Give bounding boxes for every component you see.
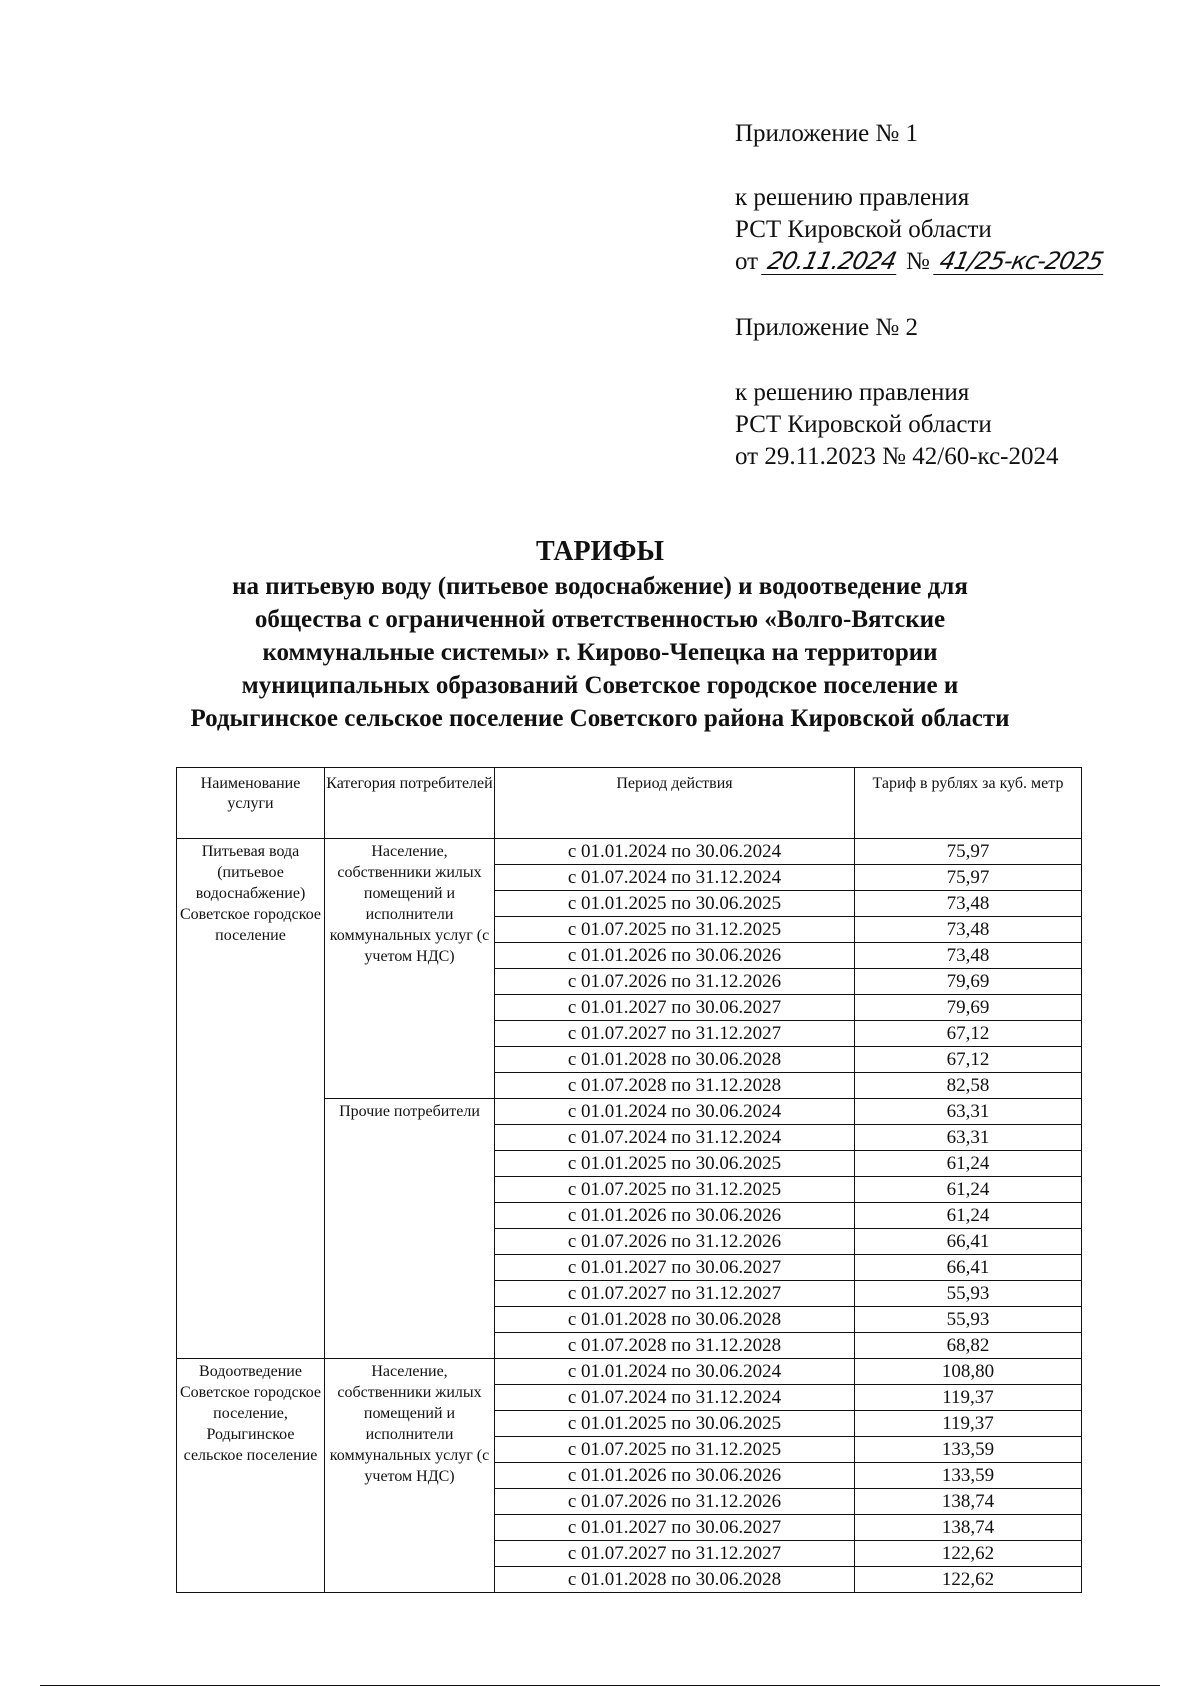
period-cell: с 01.07.2027 по 31.12.2027	[495, 1281, 855, 1307]
appendix1-ref-line1: к решению правления	[735, 184, 970, 211]
tariff-value-cell: 68,82	[855, 1333, 1082, 1359]
tariff-value-cell: 79,69	[855, 995, 1082, 1021]
tariff-value-cell: 61,24	[855, 1203, 1082, 1229]
period-cell: с 01.07.2025 по 31.12.2025	[495, 1177, 855, 1203]
header-period: Период действия	[495, 768, 855, 839]
period-cell: с 01.01.2025 по 30.06.2025	[495, 891, 855, 917]
service-name-cell: Питьевая вода (питьевое водоснабжение) Советское городское поселение	[177, 839, 325, 1359]
tariff-value-cell: 73,48	[855, 917, 1082, 943]
tariff-value-cell: 61,24	[855, 1177, 1082, 1203]
period-cell: с 01.07.2024 по 31.12.2024	[495, 1125, 855, 1151]
heading-line4: муниципальных образований Советское городское поселение и	[241, 672, 959, 699]
tariff-value-cell: 133,59	[855, 1463, 1082, 1489]
period-cell: с 01.07.2027 по 31.12.2027	[495, 1541, 855, 1567]
heading-line5: Родыгинское сельское поселение Советского района Кировской области	[190, 705, 1010, 732]
document-heading	[150, 535, 1050, 735]
period-cell: с 01.07.2024 по 31.12.2024	[495, 865, 855, 891]
period-cell: с 01.07.2028 по 31.12.2028	[495, 1333, 855, 1359]
tariff-value-cell: 63,31	[855, 1125, 1082, 1151]
period-cell: с 01.07.2024 по 31.12.2024	[495, 1385, 855, 1411]
tariff-value-cell: 67,12	[855, 1047, 1082, 1073]
tariff-value-cell: 119,37	[855, 1411, 1082, 1437]
category-cell: Население, собственники жилых помещений и исполнители коммунальных услуг (с учетом НДС)	[325, 1359, 495, 1593]
period-cell: с 01.07.2028 по 31.12.2028	[495, 1073, 855, 1099]
table-header-row	[177, 768, 1082, 839]
tariff-value-cell: 61,24	[855, 1151, 1082, 1177]
appendix2-reference	[735, 377, 1059, 473]
table-row	[177, 1359, 1082, 1385]
header-tariff: Тариф в рублях за куб. метр	[855, 768, 1082, 839]
tariff-value-cell: 122,62	[855, 1567, 1082, 1593]
category-cell: Население, собственники жилых помещений и исполнители коммунальных услуг (с учетом НДС)	[325, 839, 495, 1099]
appendix1-reference	[735, 182, 1106, 278]
period-cell: с 01.01.2028 по 30.06.2028	[495, 1567, 855, 1593]
tariff-value-cell: 138,74	[855, 1515, 1082, 1541]
period-cell: с 01.01.2028 по 30.06.2028	[495, 1307, 855, 1333]
period-cell: с 01.07.2026 по 31.12.2026	[495, 969, 855, 995]
tariff-value-cell: 75,97	[855, 839, 1082, 865]
tariff-value-cell: 82,58	[855, 1073, 1082, 1099]
header-service: Наименование услуги	[177, 768, 325, 839]
service-name-cell: Водоотведение Советское городское поселение, Родыгинское сельское поселение	[177, 1359, 325, 1593]
tariff-value-cell: 138,74	[855, 1489, 1082, 1515]
category-cell: Прочие потребители	[325, 1099, 495, 1359]
tariff-table	[176, 767, 1082, 1593]
tariff-value-cell: 73,48	[855, 943, 1082, 969]
appendix2-ref-line3: от 29.11.2023 № 42/60-кс-2024	[735, 443, 1059, 470]
table-row	[177, 839, 1082, 865]
tariff-value-cell: 75,97	[855, 865, 1082, 891]
period-cell: с 01.07.2026 по 31.12.2026	[495, 1229, 855, 1255]
period-cell: с 01.01.2024 по 30.06.2024	[495, 839, 855, 865]
period-cell: с 01.07.2025 по 31.12.2025	[495, 917, 855, 943]
tariff-value-cell: 122,62	[855, 1541, 1082, 1567]
period-cell: с 01.01.2028 по 30.06.2028	[495, 1047, 855, 1073]
tariff-value-cell: 133,59	[855, 1437, 1082, 1463]
tariff-value-cell: 67,12	[855, 1021, 1082, 1047]
period-cell: с 01.01.2025 по 30.06.2025	[495, 1151, 855, 1177]
heading-line1: на питьевую воду (питьевое водоснабжение) и водоотведение для	[232, 573, 968, 600]
appendix1-date-line: от 20.11.2024 № 41/25-кс-2025	[735, 246, 1106, 278]
handwritten-number: 41/25-кс-2025	[933, 248, 1109, 275]
period-cell: с 01.01.2027 по 30.06.2027	[495, 1255, 855, 1281]
tariff-value-cell: 55,93	[855, 1307, 1082, 1333]
tariff-value-cell: 119,37	[855, 1385, 1082, 1411]
period-cell: с 01.07.2025 по 31.12.2025	[495, 1437, 855, 1463]
appendix2-ref-line2: РСТ Кировской области	[735, 411, 992, 438]
appendix1-title: Приложение № 1	[735, 120, 919, 147]
tariff-value-cell: 63,31	[855, 1099, 1082, 1125]
appendix1-ref-line2: РСТ Кировской области	[735, 216, 992, 243]
heading-main: ТАРИФЫ	[536, 536, 664, 567]
appendix2-ref-line1: к решению правления	[735, 379, 970, 406]
heading-line2: общества с ограниченной ответственностью «Волго-Вятские	[254, 606, 946, 633]
tariff-value-cell: 66,41	[855, 1229, 1082, 1255]
header-category: Категория потребителей	[325, 768, 495, 839]
tariff-value-cell: 73,48	[855, 891, 1082, 917]
period-cell: с 01.01.2026 по 30.06.2026	[495, 1203, 855, 1229]
appendix2-title: Приложение № 2	[735, 314, 919, 341]
tariff-value-cell: 79,69	[855, 969, 1082, 995]
handwritten-date: 20.11.2024	[761, 248, 902, 275]
period-cell: с 01.01.2026 по 30.06.2026	[495, 943, 855, 969]
heading-line3: коммунальные системы» г. Кирово-Чепецка на территории	[262, 639, 938, 666]
bottom-rule	[40, 1685, 1160, 1686]
period-cell: с 01.01.2025 по 30.06.2025	[495, 1411, 855, 1437]
tariff-value-cell: 108,80	[855, 1359, 1082, 1385]
tariff-table-body	[177, 839, 1082, 1593]
period-cell: с 01.07.2026 по 31.12.2026	[495, 1489, 855, 1515]
period-cell: с 01.01.2026 по 30.06.2026	[495, 1463, 855, 1489]
tariff-value-cell: 55,93	[855, 1281, 1082, 1307]
period-cell: с 01.01.2024 по 30.06.2024	[495, 1099, 855, 1125]
period-cell: с 01.07.2027 по 31.12.2027	[495, 1021, 855, 1047]
period-cell: с 01.01.2027 по 30.06.2027	[495, 995, 855, 1021]
period-cell: с 01.01.2024 по 30.06.2024	[495, 1359, 855, 1385]
period-cell: с 01.01.2027 по 30.06.2027	[495, 1515, 855, 1541]
tariff-value-cell: 66,41	[855, 1255, 1082, 1281]
